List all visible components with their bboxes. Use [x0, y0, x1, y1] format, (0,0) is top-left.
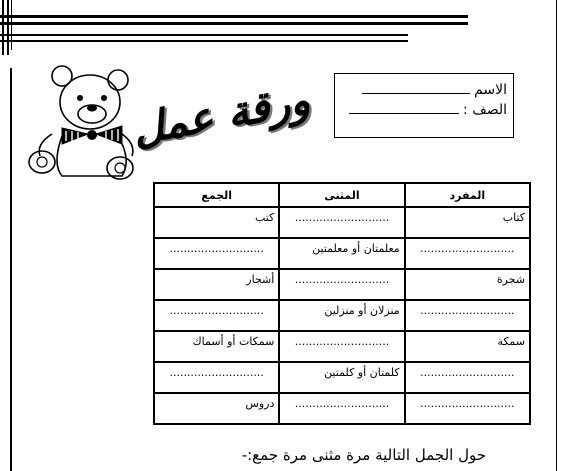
table-cell[interactable]: ...........................: [405, 362, 530, 393]
corner-rule-1: [2, 0, 4, 55]
corner-rule-3: [11, 0, 12, 50]
class-row: [349, 102, 507, 118]
page-left-border: [10, 68, 12, 471]
name-row: [362, 82, 507, 98]
table-row: [154, 331, 530, 362]
table-cell[interactable]: ...........................: [405, 300, 530, 331]
table-row: [154, 300, 530, 331]
page-right-border: [556, 0, 557, 471]
header-dual: المثنى: [279, 183, 404, 207]
table-cell: منزلان أو منزلين: [279, 300, 404, 331]
table-cell[interactable]: ...........................: [405, 393, 530, 424]
top-rule-3: [0, 34, 408, 36]
top-rule-4: [0, 40, 408, 42]
student-info-box: [334, 73, 514, 138]
table-cell[interactable]: ...........................: [154, 300, 279, 331]
table-row: [154, 269, 530, 300]
class-blank[interactable]: [349, 112, 459, 114]
table-cell[interactable]: ...........................: [405, 238, 530, 269]
singular-dual-plural-table: [153, 182, 531, 425]
table-cell: دروس: [154, 393, 279, 424]
name-label: الاسم: [474, 82, 507, 98]
table-cell: سمكات أو أسماك: [154, 331, 279, 362]
table-row: [154, 207, 530, 238]
teddy-bear-icon: [22, 64, 142, 186]
table-cell[interactable]: ...........................: [279, 269, 404, 300]
table-cell: كلمتان أو كلمتين: [279, 362, 404, 393]
table-cell[interactable]: ...........................: [279, 207, 404, 238]
class-label: الصف :: [463, 102, 507, 118]
table-cell[interactable]: ...........................: [279, 393, 404, 424]
table-header-row: [154, 183, 530, 207]
top-rule-2: [0, 22, 468, 25]
worksheet-title: ورقة عمل: [128, 74, 314, 155]
table-cell: كتاب: [405, 207, 530, 238]
table-cell: سمكة: [405, 331, 530, 362]
table-cell: معلمتان أو معلمتين: [279, 238, 404, 269]
table-row: [154, 393, 530, 424]
name-blank[interactable]: [362, 92, 470, 94]
table-cell[interactable]: ...........................: [279, 331, 404, 362]
table-cell: كتب: [154, 207, 279, 238]
header-plural: الجمع: [154, 183, 279, 207]
table-row: [154, 362, 530, 393]
table-cell[interactable]: ...........................: [154, 238, 279, 269]
table-cell: شجرة: [405, 269, 530, 300]
corner-rule-2: [7, 0, 9, 55]
table-cell: أشجار: [154, 269, 279, 300]
table-row: [154, 238, 530, 269]
table-cell[interactable]: ...........................: [154, 362, 279, 393]
header-singular: المفرد: [405, 183, 530, 207]
instruction-text: حول الجمل التالية مرة مثنى مرة جمع:-: [241, 446, 486, 464]
top-rule-1: [0, 15, 468, 18]
